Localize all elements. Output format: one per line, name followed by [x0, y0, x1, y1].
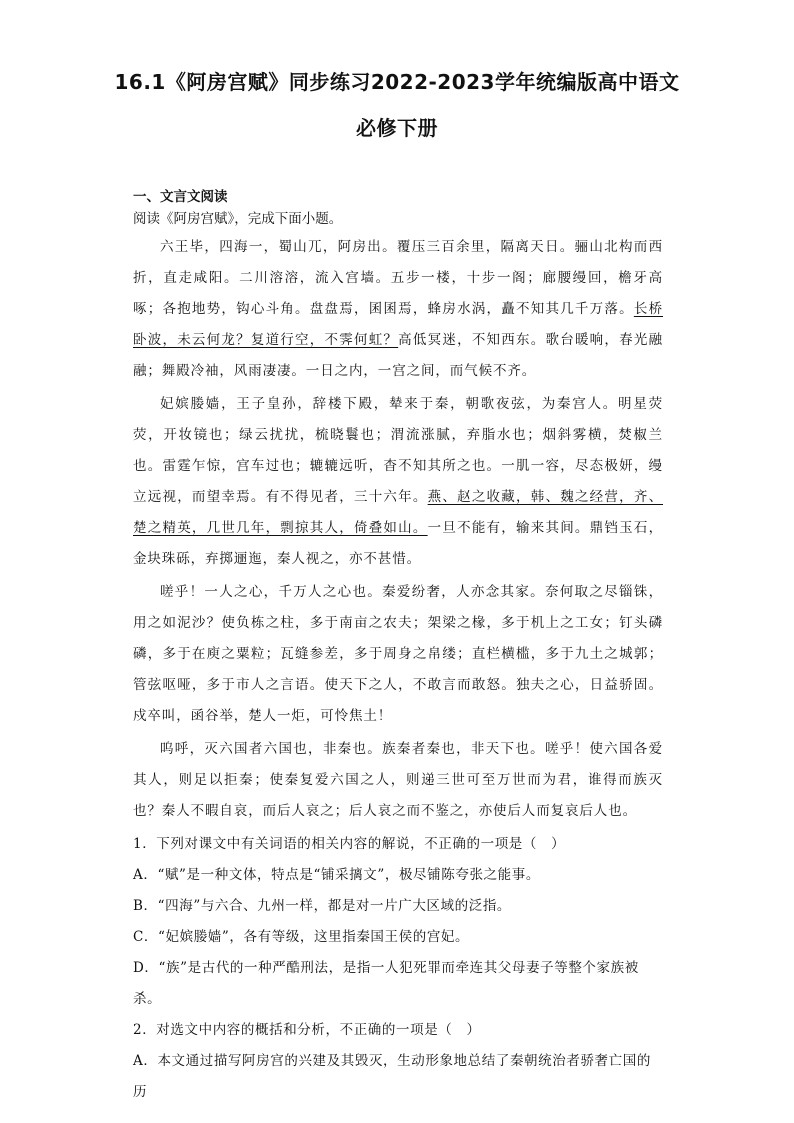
passage-paragraph-4	[133, 734, 663, 827]
paragraph-text: 高低冥迷，不知西东。歌台暖响，春光融融；舞殿冷袖，风雨凄凄。一日之内，一宫之间，而气候不齐。	[133, 332, 664, 379]
underlined-sentence: 燕、赵之收藏，韩、魏之经营，齐、楚之精英，几世几年，剽掠其人，倚叠如山。	[133, 489, 663, 536]
question-1-option-c: C．“妃嫔媵嫱”，各有等级，这里指秦国王侯的宫妃。	[133, 929, 470, 945]
question-1-stem: 1．下列对课文中有关词语的相关内容的解说，不正确的一项是（ ）	[133, 836, 566, 852]
paragraph-text: 妃嫔媵嫱，王子皇孙，辞楼下殿，辇来于秦，朝歌夜弦，为秦宫人。明星荧荧，开妆镜也；绿云扰扰，梳晓鬟也；渭流涨腻，弃脂水也；烟斜雾横，焚椒兰也。雷霆乍惊，宫车过也；辘辘远听，杳不知其所之也。一肌一容，尽态极妍，缦立远视，而望幸焉。有不得见者，三十六年。	[133, 396, 663, 505]
document-title-line1: 16.1《阿房宫赋》同步练习2022-2023学年统编版高中语文	[114, 70, 680, 94]
paragraph-text: 呜呼，灭六国者六国也，非秦也。族秦者秦也，非天下也。嗟乎！使六国各爱其人，则足以拒秦；使秦复爱六国之人，则递三世可至万世而为君，谁得而族灭也？秦人不暇自哀，而后人哀之；后人哀之而不鉴之，亦使后人而复哀后人也。	[133, 741, 663, 819]
question-1-option-a: A．“赋”是一种文体，特点是“铺采摛文”，极尽铺陈夸张之能事。	[133, 867, 540, 883]
question-1-option-b: B．“四海”与六合、九州一样，都是对一片广大区域的泛指。	[133, 898, 512, 914]
passage-paragraph-2	[133, 389, 663, 575]
question-2-option-a: A．本文通过描写阿房宫的兴建及其毁灭，生动形象地总结了秦朝统治者骄奢亡国的历	[133, 1053, 651, 1100]
paragraph-text: 六王毕，四海一，蜀山兀，阿房出。覆压三百余里，隔离天日。骊山北构而西折，直走咸阳。二川溶溶，流入宫墙。五步一楼，十步一阁；廊腰缦回，檐牙高啄；各抱地势，钩心斗角。盘盘焉，囷囷焉，蜂房水涡，矗不知其几千万落。	[133, 239, 663, 317]
section-heading: 一、文言文阅读	[133, 189, 228, 205]
question-2-stem: 2．对选文中内容的概括和分析，不正确的一项是（ ）	[133, 1022, 481, 1038]
paragraph-text: 一旦不能有，输来其间。鼎铛玉石，金块珠砾，弃掷逦迤，秦人视之，亦不甚惜。	[133, 520, 663, 567]
document-body	[133, 186, 663, 1108]
passage-paragraph-1	[133, 232, 663, 387]
document-title-line2: 必修下册	[356, 116, 438, 140]
reading-instruction: 阅读《阿房宫赋》，完成下面小题。	[133, 211, 343, 227]
paragraph-text: 嗟乎！一人之心，千万人之心也。秦爱纷奢，人亦念其家。奈何取之尽锱铢，用之如泥沙？使负栋之柱，多于南亩之农夫；架梁之椽，多于机上之工女；钉头磷磷，多于在庾之粟粒；瓦缝参差，多于周身之帛缕；直栏横槛，多于九土之城郭；管弦呕哑，多于市人之言语。使天下之人，不敢言而敢怒。独夫之心，日益骄固。戍卒叫，函谷举，楚人一炬，可怜焦土！	[133, 584, 663, 724]
underlined-sentence: 长桥卧波，未云何龙？复道行空，不霁何虹？	[133, 301, 663, 348]
question-1-option-d: D．“族”是古代的一种严酷刑法，是指一人犯死罪而牵连其父母妻子等整个家族被杀。	[133, 960, 639, 1007]
passage-paragraph-3	[133, 577, 663, 732]
